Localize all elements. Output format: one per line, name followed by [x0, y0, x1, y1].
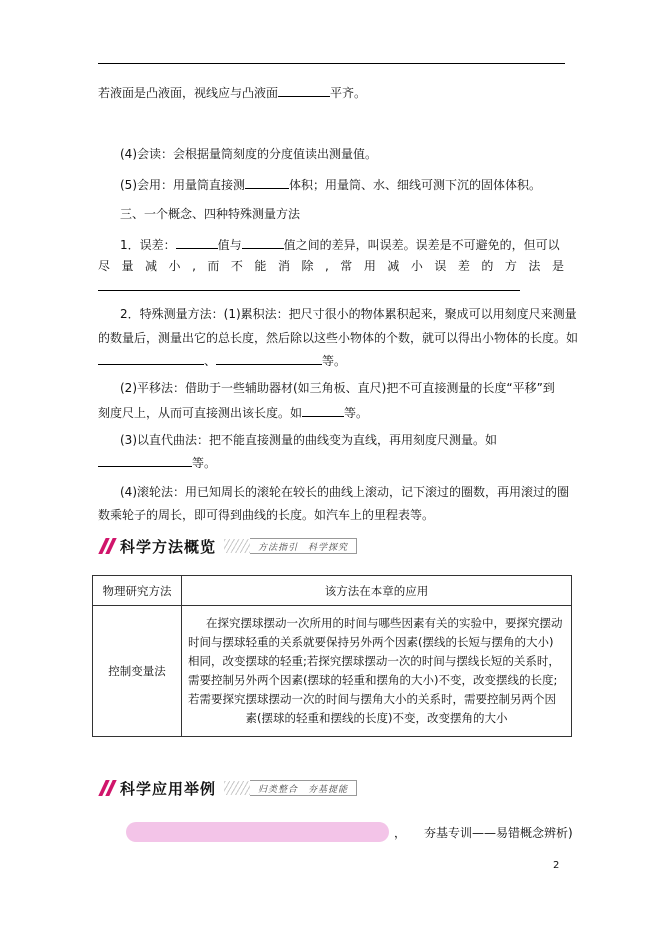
hatch-decoration: [224, 539, 250, 553]
text-line-12: [98, 404, 368, 421]
section-title: 科学应用举例: [120, 779, 217, 798]
blank: [98, 454, 192, 467]
text-line-15: (4)滚轮法：用已知周长的滚轮在较长的曲线上滚动，记下滚过的圈数，再用滚过的圈: [120, 485, 570, 499]
text-line-9: 的数量后，测量出它的总长度，然后除以这些小物体的个数，就可以得出小物体的长度。如: [98, 331, 579, 345]
text-line-13: (3)以直代曲法：把不能直接测量的曲线变为直线，再用刻度尺测量。如: [120, 433, 498, 447]
section-heading-3: 三、一个概念、四种特殊测量方法: [120, 207, 301, 221]
char: 除: [301, 259, 314, 273]
text-line-1: [98, 84, 366, 101]
char: 小: [168, 259, 181, 273]
char: 减: [387, 259, 400, 273]
text-line-2: (4)会读：会根据量筒刻度的分度值读出测量值。: [120, 147, 377, 161]
char: 量: [121, 259, 134, 273]
char: 常: [340, 259, 353, 273]
hatch-decoration: [224, 781, 250, 795]
text: 时间与摆球轻重的关系就要保持另外两个因素(摆线的长短与摆角的大小): [188, 635, 554, 649]
text: 在探究摆球摆动一次所用的时间与哪些因素有关的实验中，要探究摆动: [206, 616, 563, 630]
text: 等。: [322, 354, 347, 368]
text: (5)会用：用量筒直接测: [120, 178, 245, 192]
text: 等。: [344, 406, 369, 420]
char: 用: [363, 259, 376, 273]
header-rule: [98, 63, 565, 64]
highlight-bar: [126, 822, 389, 842]
char: ,: [192, 259, 196, 273]
char: 减: [145, 259, 158, 273]
section-header-applications: [100, 777, 357, 799]
char: 的: [481, 259, 494, 273]
text-line-3: [120, 176, 541, 193]
blank: [242, 236, 284, 249]
slash-icon: [100, 538, 116, 554]
method-table: [92, 575, 572, 737]
text: 素(摆球的轻重和摆线的长度)不变，改变摆角的大小: [245, 711, 508, 725]
blank-long: [98, 290, 520, 291]
char: 差: [457, 259, 470, 273]
section-title: 科学方法概览: [120, 537, 217, 556]
text: 需要控制另外两个因素(摆球的轻重和摆角的大小)不变，改变摆线的长度;: [188, 673, 558, 687]
table-header-cell: 该方法在本章的应用: [182, 576, 572, 606]
char: 而: [207, 259, 220, 273]
char: 法: [528, 259, 541, 273]
blank: [216, 352, 322, 365]
blank: [245, 176, 289, 189]
blank: [98, 352, 204, 365]
text: 等。: [192, 456, 217, 470]
section-header-methods: [100, 535, 357, 557]
char: 方: [504, 259, 517, 273]
text: 值之间的差异，叫误差。误差是不可避免的，但可以: [283, 238, 560, 252]
char: 小: [410, 259, 423, 273]
blank: [278, 84, 330, 97]
text-line-16: 数乘轮子的周长，即可得到曲线的长度。如汽车上的里程表等。: [98, 508, 435, 522]
char: 误: [434, 259, 447, 273]
slash-icon: [100, 780, 116, 796]
blank: [176, 236, 218, 249]
char: 不: [230, 259, 243, 273]
section-tagline: 归类整合 夯基提能: [250, 780, 357, 796]
table-cell-method: 控制变量法: [93, 606, 182, 737]
table-row: [93, 606, 572, 737]
table-header-cell: 物理研究方法: [93, 576, 182, 606]
table-header-row: [93, 576, 572, 606]
text: 1．误差：: [120, 238, 176, 252]
text-line-14: [98, 454, 216, 471]
blank: [302, 404, 344, 417]
text: 若需要探究摆球摆动一次的时间与摆角大小的关系时，需要控制另两个因: [188, 692, 556, 706]
text-line-11: (2)平移法：借助于一些辅助器材(如三角板、直尺)把不可直接测量的长度“平移”到: [120, 381, 555, 395]
table-cell-application: [182, 606, 572, 737]
char: 尽: [98, 259, 111, 273]
text: 刻度尺上，从而可直接测出该长度。如: [98, 406, 303, 420]
text-line-8: 2．特殊测量方法：(1)累积法：把尺寸很小的物体累积起来，聚成可以用刻度尺来测量: [120, 307, 577, 321]
text-line-5: [120, 236, 560, 253]
text: 平齐。: [330, 86, 367, 100]
text-line-6: [98, 258, 564, 274]
text-line-10: [98, 352, 346, 369]
text: 值与: [217, 238, 242, 252]
text: 相同，改变摆球的轻重;若探究摆球摆动一次的时间与摆线长短的关系时，: [188, 654, 560, 668]
page-number: 2: [553, 860, 560, 871]
text: 体积；用量筒、水、细线可测下沉的固体体积。: [289, 178, 542, 192]
text: 若液面是凸液面，视线应与凸液面: [98, 86, 279, 100]
bottom-text: ， 夯基专训——易错概念辨析): [394, 826, 573, 840]
char: 消: [277, 259, 290, 273]
text: 、: [204, 354, 217, 368]
char: 是: [551, 259, 564, 273]
char: ,: [324, 259, 329, 273]
section-tagline: 方法指引 科学探究: [250, 538, 357, 554]
char: 能: [254, 259, 267, 273]
